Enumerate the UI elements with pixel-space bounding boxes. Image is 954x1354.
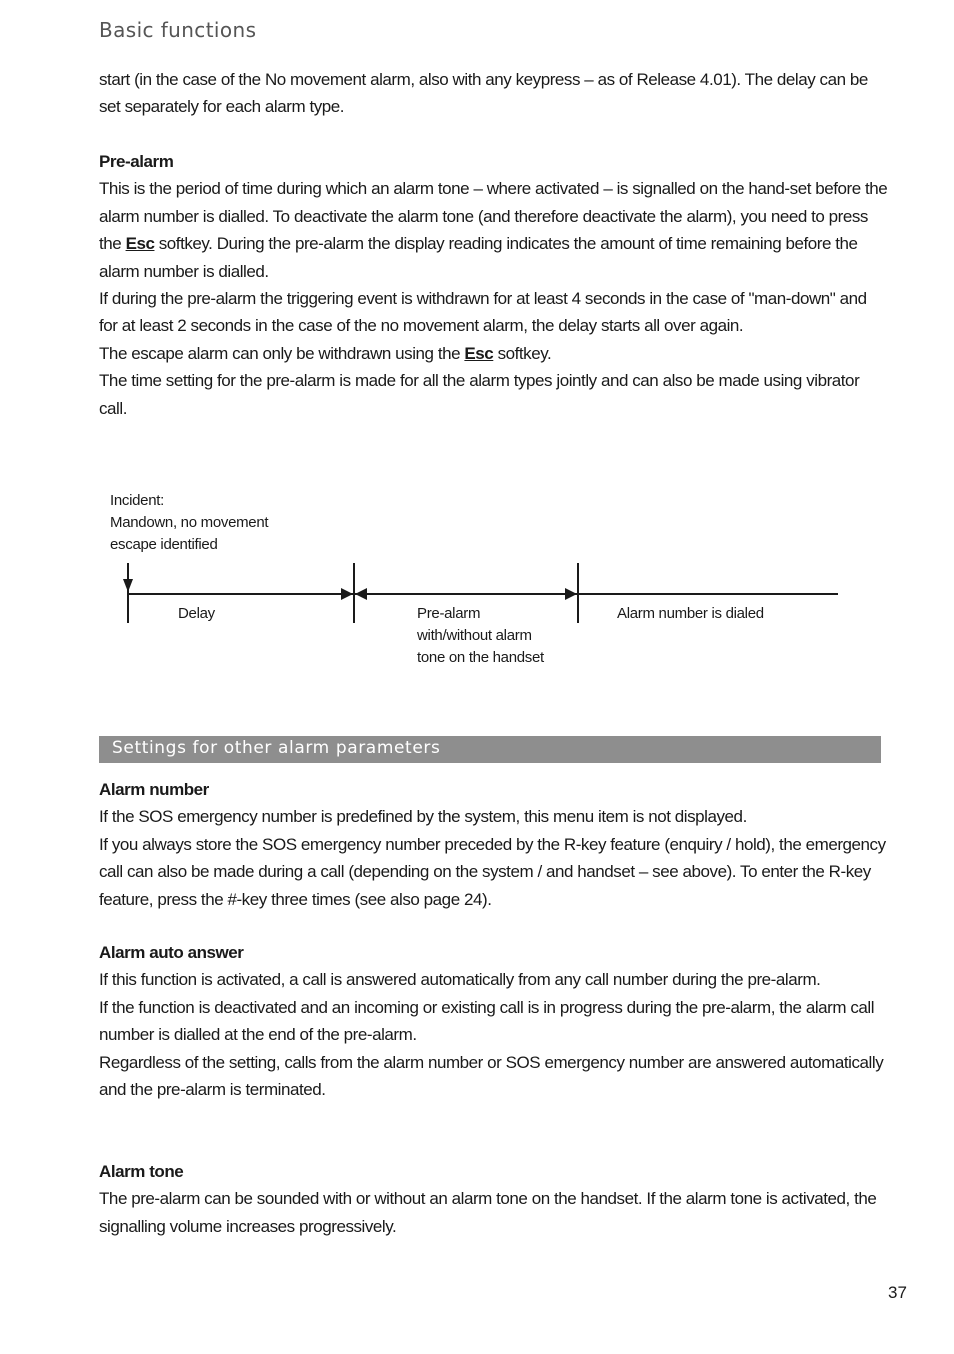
pre-alarm-label xyxy=(417,603,544,669)
alarm-tone-section xyxy=(99,1158,889,1240)
incident-label-line-1: Incident: xyxy=(110,492,165,509)
incident-label xyxy=(110,490,268,556)
pre-alarm-section xyxy=(99,148,889,422)
alarm-number-heading: Alarm number xyxy=(99,780,209,799)
alarm-tone-heading: Alarm tone xyxy=(99,1162,184,1181)
pre-alarm-paragraph-1 xyxy=(99,175,889,285)
alarm-number-paragraph-1: If the SOS emergency number is predefined by the system, this menu item is not displayed. xyxy=(99,807,747,827)
incident-label-line-2: Mandown, no movement xyxy=(110,514,269,531)
pre-alarm-label-line-1: Pre-alarm xyxy=(417,605,481,622)
incident-label-line-3: escape identified xyxy=(110,536,218,553)
pre-alarm-label-line-3: tone on the handset xyxy=(417,649,544,666)
pre-alarm-p1-before: This is the period of time during which an alarm tone – where activated – is signalled on the hand-set before the alarm number is dialled. To deactivate the alarm tone (and therefore deactivate the alarm), you need to press the xyxy=(99,179,888,254)
alarm-auto-answer-heading: Alarm auto answer xyxy=(99,943,244,962)
esc-softkey-label: Esc xyxy=(125,234,155,254)
pre-alarm-p1-after: softkey. During the pre-alarm the display reading indicates the amount of time remaining before the alarm number is dialled. xyxy=(99,234,858,281)
settings-section-title: Settings for other alarm parameters xyxy=(112,738,441,758)
pre-alarm-paragraph-4: The time setting for the pre-alarm is made for all the alarm types jointly and can also be made using vibrator call. xyxy=(99,371,860,418)
delay-label: Delay xyxy=(178,605,215,622)
delay-arrow-right xyxy=(341,588,353,600)
intro-text: start (in the case of the No movement alarm, also with any keypress – as of Release 4.01). The delay can be set separately for each alarm type. xyxy=(99,70,868,117)
pre-alarm-paragraph-3 xyxy=(99,340,889,367)
alarm-number-section xyxy=(99,776,889,913)
alarm-auto-answer-paragraph-3: Regardless of the setting, calls from the alarm number or SOS emergency number are answered automatically and the pre-alarm is terminated. xyxy=(99,1052,884,1100)
alarm-auto-answer-section xyxy=(99,939,889,1103)
alarm-auto-answer-paragraph-1: If this function is activated, a call is answered automatically from any call number during the pre-alarm. xyxy=(99,970,821,990)
section-heading: Basic functions xyxy=(99,18,257,42)
pre-alarm-arrow-right xyxy=(565,588,577,600)
page-number: 37 xyxy=(888,1283,907,1302)
pre-alarm-heading: Pre-alarm xyxy=(99,152,174,171)
pre-alarm-label-line-2: with/without alarm xyxy=(417,627,532,644)
alarm-tone-paragraph-1: The pre-alarm can be sounded with or without an alarm tone on the handset. If the alarm tone is activated, the signalling volume increases progressively. xyxy=(99,1189,877,1236)
pre-alarm-p3-before: The escape alarm can only be withdrawn using the xyxy=(99,343,465,363)
alarm-number-paragraph-2: If you always store the SOS emergency number preceded by the R-key feature (enquiry / hold), the emergency call can also be made during a call (depending on the system / and handset – see above). To enter the R-key feature, press the #-key three times (see also page 24). xyxy=(99,834,886,909)
intro-paragraph xyxy=(99,66,889,121)
dialed-label: Alarm number is dialed xyxy=(617,605,764,622)
pre-alarm-p3-after: softkey. xyxy=(493,343,552,363)
esc-softkey-label: Esc xyxy=(464,343,494,363)
settings-section-bar xyxy=(99,736,881,763)
pre-alarm-paragraph-2: If during the pre-alarm the triggering event is withdrawn for at least 4 seconds in the case of "man-down" and for at least 2 seconds in the case of the no movement alarm, the delay starts all over again. xyxy=(99,289,867,336)
alarm-auto-answer-paragraph-2: If the function is deactivated and an incoming or existing call is in progress during the pre-alarm, the alarm call number is dialled at the end of the pre-alarm. xyxy=(99,997,875,1045)
pre-alarm-arrow-left xyxy=(355,588,367,600)
incident-arrow-head xyxy=(123,579,133,592)
